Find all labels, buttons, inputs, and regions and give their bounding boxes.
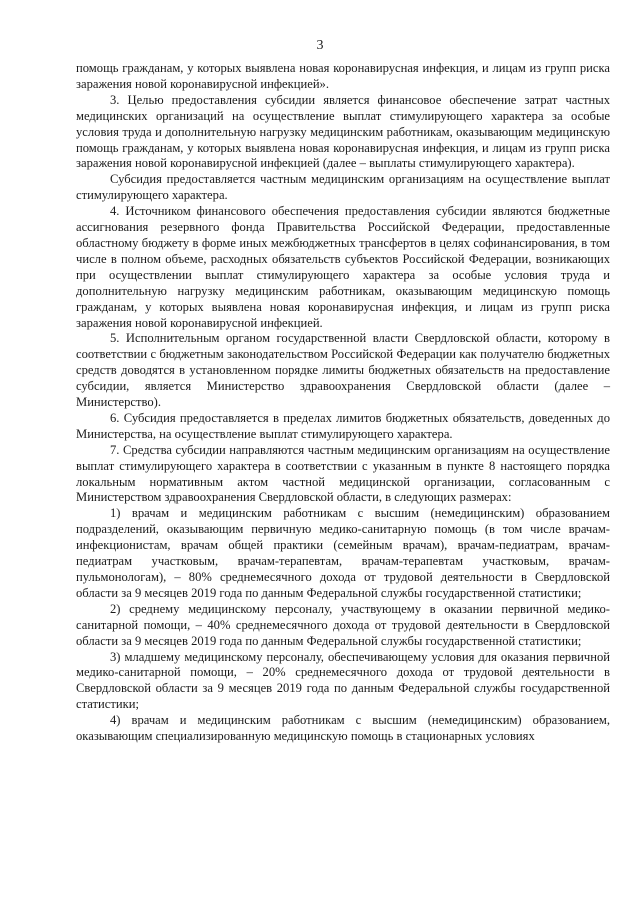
paragraph-item-5: 5. Исполнительным органом государственной власти Свердловской области, которому в соответствии с бюджетным законодательством Российской Федерации как получателю бюджетных средств доводятся в установленном порядке лимиты бюджетных обязательств на предоставление субсидии, является Министерство здравоохранения Свердловской области (далее – Министерство). [76,331,610,410]
list-item-1: 1) врачам и медицинским работникам с высшим (немедицинским) образованием подразделений, оказывающим первичную медико-санитарную помощь (в том числе врачам-инфекционистам, врачам общей практики (семейным врачам), врачам-педиатрам, врачам-педиатрам участковым, врачам-терапевтам, врачам-терапевтам участковым, врачам-пульмонологам), – 80% среднемесячного дохода от трудовой деятельности в Свердловской области за 9 месяцев 2019 года по данным Федеральной службы государственной статистики; [76,506,610,600]
list-item-2: 2) среднему медицинскому персоналу, участвующему в оказании первичной медико-санитарной помощи, – 40% среднемесячного дохода от трудовой деятельности в Свердловской области за 9 месяцев 2019 года по данным Федеральной службы государственной статистики; [76,601,610,648]
paragraph-continuation: помощь гражданам, у которых выявлена новая коронавирусная инфекция, и лицам из групп риска заражения новой коронавирусной инфекцией». [76,61,610,91]
document-body [76,61,610,745]
list-item-4: 4) врачам и медицинским работникам с высшим (немедицинским) образованием, оказывающим специализированную медицинскую помощь в стационарных условиях [76,713,610,744]
paragraph-subsidy-recipients: Субсидия предоставляется частным медицинским организациям на осуществление выплат стимулирующего характера. [76,172,610,203]
paragraph-item-7: 7. Средства субсидии направляются частным медицинским организациям на осуществление выплат стимулирующего характера в соответствии с указанным в пункте 8 настоящего порядка локальным нормативным актом частной медицинской организации, согласованным с Министерством здравоохранения Свердловской области, в следующих размерах: [76,442,610,505]
paragraph-item-3: 3. Целью предоставления субсидии является финансовое обеспечение затрат частных медицинских организаций на осуществление выплат стимулирующего характера за особые условия труда и дополнительную нагрузку медицинским работникам, оказывающим медицинскую помощь гражданам, у которых выявлена новая коронавирусная инфекция, и лицам из групп риска заражения новой коронавирусной инфекцией (далее – выплаты стимулирующего характера). [76,92,610,171]
paragraph-item-6: 6. Субсидия предоставляется в пределах лимитов бюджетных обязательств, доведенных до Министерства, на осуществление выплат стимулирующего характера. [76,410,610,441]
list-item-3: 3) младшему медицинскому персоналу, обеспечивающему условия для оказания первичной медико-санитарной помощи, – 20% среднемесячного дохода от трудовой деятельности в Свердловской области за 9 месяцев 2019 года по данным Федеральной службы государственной статистики; [76,649,610,712]
page-number: 3 [316,38,324,53]
paragraph-item-4: 4. Источником финансового обеспечения предоставления субсидии являются бюджетные ассигнования резервного фонда Правительства Российской Федерации, предоставленные областному бюджету в форме иных межбюджетных трансфертов в целях софинансирования, в том числе в полном объеме, расходных обязательств субъектов Российской Федерации, возникающих при осуществлении выплат стимулирующего характера за особые условия труда и дополнительную нагрузку медицинским работникам, оказывающим медицинскую помощь гражданам, у которых выявлена новая коронавирусная инфекция, и лицам из групп риска заражения новой коронавирусной инфекцией. [76,204,610,330]
